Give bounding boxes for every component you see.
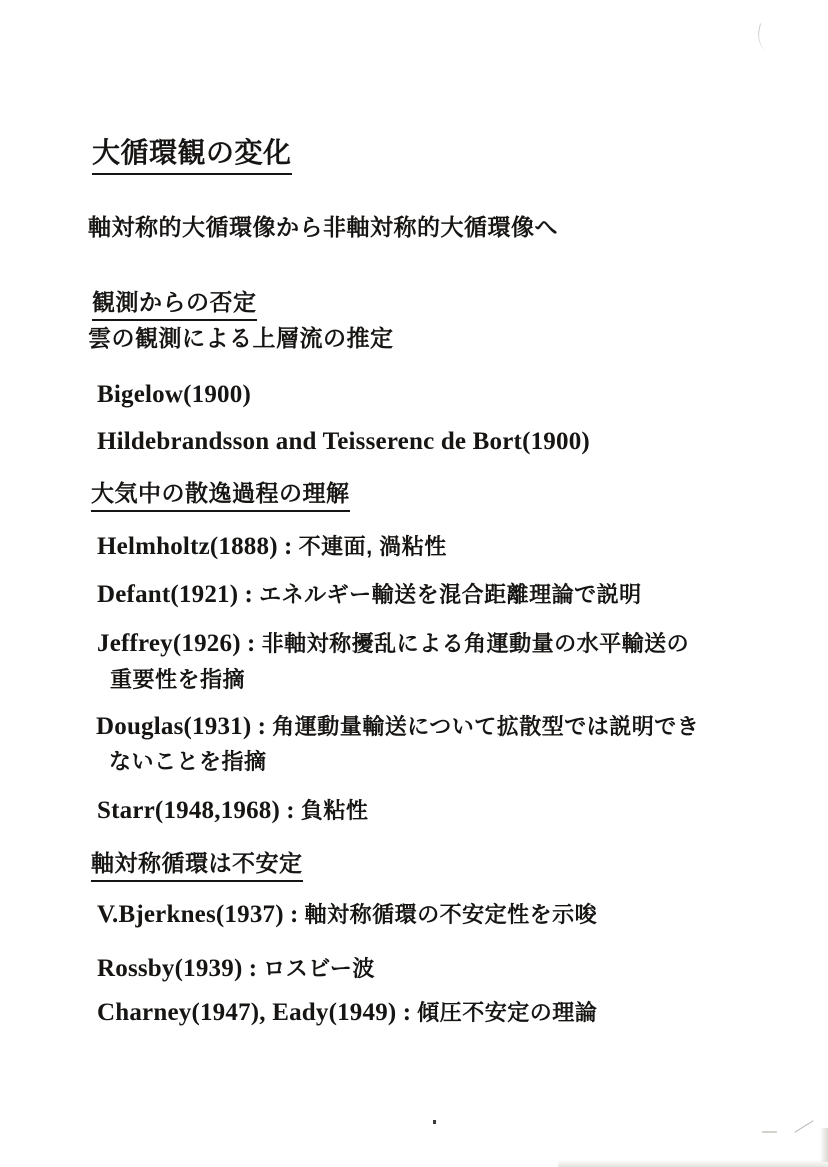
entry-rossby: [97, 955, 375, 984]
section-heading-dissipation: [91, 480, 350, 512]
entry-defant-name: Defant(1921): [97, 581, 239, 608]
entry-helmholtz-desc: 不連面, 渦粘性: [298, 534, 447, 559]
entry-douglas-name: Douglas(1931): [96, 713, 252, 740]
scan-artifact-dash-small: [762, 1131, 777, 1133]
scan-artifact-bottom-smudge: [558, 1160, 828, 1167]
entry-helmholtz: [97, 533, 447, 562]
entry-rossby-desc: ロスビー波: [263, 956, 375, 981]
entry-rossby-separator: :: [242, 955, 264, 982]
section-subheading-cloud-observation: 雲の観測による上層流の推定: [88, 325, 394, 351]
scan-artifact-curve: [753, 23, 775, 50]
entry-starr: [97, 797, 368, 826]
entry-starr-separator: :: [280, 797, 301, 824]
entry-charney-eady: [97, 999, 597, 1028]
entry-jeffrey-desc: 非軸対称擾乱による角運動量の水平輸送の: [261, 631, 690, 656]
section-heading-axisymmetric-instability: [91, 850, 303, 882]
entry-helmholtz-separator: :: [277, 533, 299, 560]
entry-jeffrey-name: Jeffrey(1926): [97, 630, 241, 657]
entry-bjerknes-desc: 軸対称循環の不安定性を示唆: [304, 902, 598, 927]
entry-bjerknes: [97, 901, 597, 930]
scan-artifact-dash: [794, 1120, 813, 1133]
entry-starr-desc: 負粘性: [300, 798, 369, 823]
section-heading-observation: [92, 289, 257, 321]
entry-defant-desc: エネルギー輸送を混合距離理論で説明: [259, 582, 642, 607]
entry-charney-eady-name: Charney(1947), Eady(1949): [97, 999, 397, 1026]
entry-jeffrey-separator: :: [240, 630, 262, 657]
entry-bigelow: [97, 381, 251, 410]
scan-artifact-edge-smudge: [820, 1128, 828, 1162]
document-title-text: 大循環観の変化: [92, 137, 292, 175]
entry-jeffrey: [97, 630, 689, 659]
entry-bjerknes-name: V.Bjerknes(1937): [97, 901, 284, 928]
scan-artifact-speck: [433, 1120, 436, 1124]
entry-douglas-desc-line2: ないことを指摘: [109, 749, 267, 774]
entry-charney-eady-separator: :: [396, 999, 418, 1026]
entry-jeffrey-desc-line2: 重要性を指摘: [110, 667, 246, 692]
document-subtitle: 軸対称的大循環像から非軸対称的大循環像へ: [88, 214, 558, 240]
entry-hildebrandsson: [97, 428, 590, 457]
entry-bjerknes-separator: :: [283, 901, 305, 928]
section-heading-observation-text: 観測からの否定: [92, 289, 257, 321]
entry-charney-eady-desc: 傾圧不安定の理論: [417, 1000, 598, 1025]
entry-bigelow-name: Bigelow(1900): [97, 381, 251, 408]
section-heading-axisymmetric-instability-text: 軸対称循環は不安定: [91, 850, 303, 882]
entry-hildebrandsson-name: Hildebrandsson and Teisserenc de Bort(1900): [97, 428, 590, 455]
document-title: [92, 137, 292, 175]
entry-douglas-desc: 角運動量輸送について拡散型では説明でき: [272, 714, 700, 739]
entry-rossby-name: Rossby(1939): [97, 955, 243, 982]
entry-defant-separator: :: [238, 581, 260, 608]
section-heading-dissipation-text: 大気中の散逸過程の理解: [91, 480, 350, 512]
entry-starr-name: Starr(1948,1968): [97, 797, 281, 824]
entry-helmholtz-name: Helmholtz(1888): [97, 533, 278, 560]
entry-defant: [97, 581, 642, 610]
entry-douglas: [96, 713, 699, 742]
entry-douglas-separator: :: [251, 713, 273, 740]
